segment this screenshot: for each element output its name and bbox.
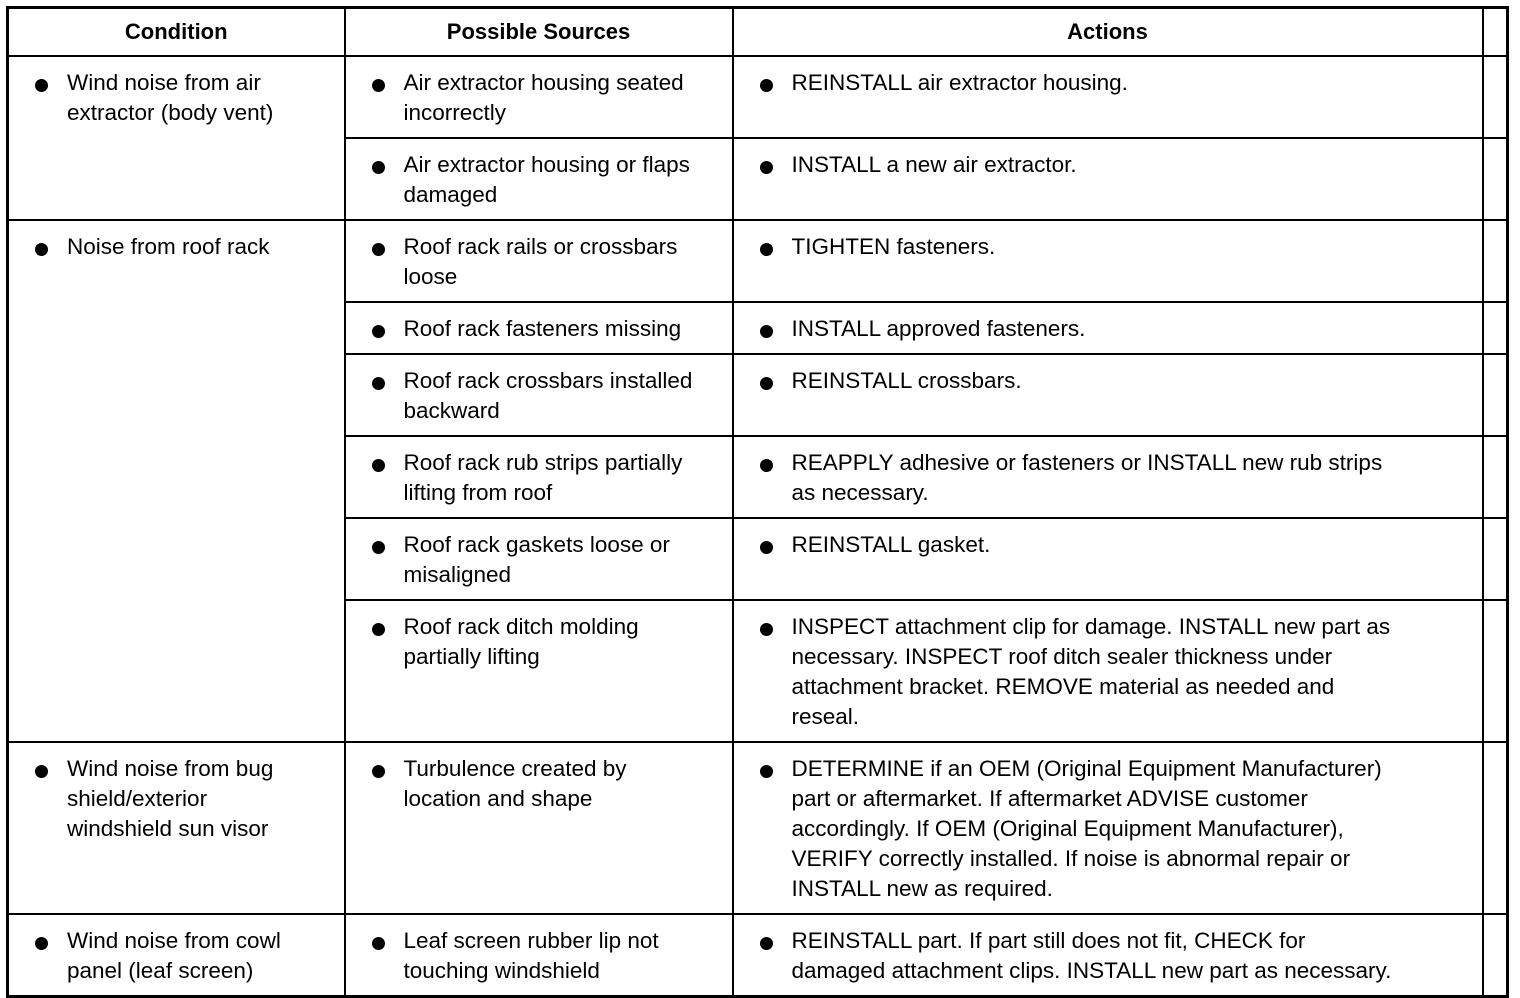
header-actions: Actions [733,8,1483,57]
source-cell [345,914,733,997]
action-text: INSTALL approved fasteners. [791,316,1086,341]
action-cell [733,742,1483,914]
source-text: Roof rack gaskets loose or misaligned [403,532,670,587]
action-cell [733,138,1483,220]
source-text: Roof rack ditch molding partially lifting [403,614,639,669]
source-cell [345,220,733,302]
table-row [8,914,1508,997]
bullet-icon [372,325,385,338]
bullet-icon [760,765,773,778]
action-text: INSTALL a new air extractor. [791,152,1077,177]
table-row [8,742,1508,914]
action-cell [733,56,1483,138]
bullet-icon [35,937,48,950]
header-row [8,8,1508,57]
bullet-icon [760,243,773,256]
source-text: Roof rack fasteners missing [403,316,682,341]
table-row [8,220,1508,302]
bullet-icon [760,541,773,554]
header-condition: Condition [8,8,345,57]
source-text: Air extractor housing seated incorrectly [403,70,684,125]
source-text: Turbulence created by location and shape [403,756,627,811]
condition-text: Wind noise from cowl panel (leaf screen) [67,928,281,983]
source-cell [345,436,733,518]
bullet-icon [372,937,385,950]
source-text: Roof rack rails or crossbars loose [403,234,678,289]
condition-cell [8,914,345,997]
bullet-icon [372,459,385,472]
action-text: REINSTALL part. If part still does not fit, CHECK for damaged attachment clips. INSTALL new part as necessary. [791,928,1392,983]
source-cell [345,56,733,138]
bullet-icon [760,377,773,390]
action-cell [733,354,1483,436]
action-text: DETERMINE if an OEM (Original Equipment Manufacturer) part or aftermarket. If aftermarket ADVISE customer accordingly. If OEM (Original Equipment Manufacturer), VERIFY correctly installed. If noise is abnormal repair or INSTALL new as required. [791,756,1382,901]
blank-cell [1483,914,1508,997]
action-text: REINSTALL gasket. [791,532,991,557]
condition-cell [8,742,345,914]
condition-text: Noise from roof rack [67,234,270,259]
action-text: REINSTALL crossbars. [791,368,1022,393]
blank-cell [1483,138,1508,220]
action-cell [733,600,1483,742]
bullet-icon [372,623,385,636]
blank-cell [1483,742,1508,914]
bullet-icon [372,79,385,92]
source-cell [345,742,733,914]
condition-text: Wind noise from air extractor (body vent) [67,70,274,125]
source-cell [345,518,733,600]
header-blank [1483,8,1508,57]
action-cell [733,914,1483,997]
bullet-icon [760,623,773,636]
source-text: Air extractor housing or flaps damaged [403,152,690,207]
blank-cell [1483,436,1508,518]
bullet-icon [372,541,385,554]
action-text: INSPECT attachment clip for damage. INSTALL new part as necessary. INSPECT roof ditch sealer thickness under attachment bracket. REMOVE material as needed and reseal. [791,614,1391,729]
source-cell [345,302,733,354]
blank-cell [1483,220,1508,302]
action-cell [733,302,1483,354]
table-row [8,56,1508,138]
blank-cell [1483,518,1508,600]
bullet-icon [372,377,385,390]
bullet-icon [760,459,773,472]
bullet-icon [35,243,48,256]
action-text: REINSTALL air extractor housing. [791,70,1128,95]
action-cell [733,436,1483,518]
action-cell [733,518,1483,600]
blank-cell [1483,354,1508,436]
condition-cell [8,56,345,220]
bullet-icon [372,765,385,778]
action-cell [733,220,1483,302]
blank-cell [1483,56,1508,138]
blank-cell [1483,600,1508,742]
bullet-icon [760,937,773,950]
header-possible-sources: Possible Sources [345,8,733,57]
bullet-icon [760,161,773,174]
source-text: Roof rack crossbars installed backward [403,368,693,423]
bullet-icon [372,243,385,256]
source-cell [345,354,733,436]
source-text: Leaf screen rubber lip not touching windshield [403,928,659,983]
condition-cell [8,220,345,742]
condition-text: Wind noise from bug shield/exterior windshield sun visor [67,756,274,841]
bullet-icon [35,79,48,92]
bullet-icon [760,79,773,92]
action-text: REAPPLY adhesive or fasteners or INSTALL new rub strips as necessary. [791,450,1383,505]
bullet-icon [760,325,773,338]
action-text: TIGHTEN fasteners. [791,234,996,259]
blank-cell [1483,302,1508,354]
diagnosis-table [6,6,1509,998]
source-text: Roof rack rub strips partially lifting from roof [403,450,683,505]
bullet-icon [372,161,385,174]
source-cell [345,138,733,220]
source-cell [345,600,733,742]
bullet-icon [35,765,48,778]
